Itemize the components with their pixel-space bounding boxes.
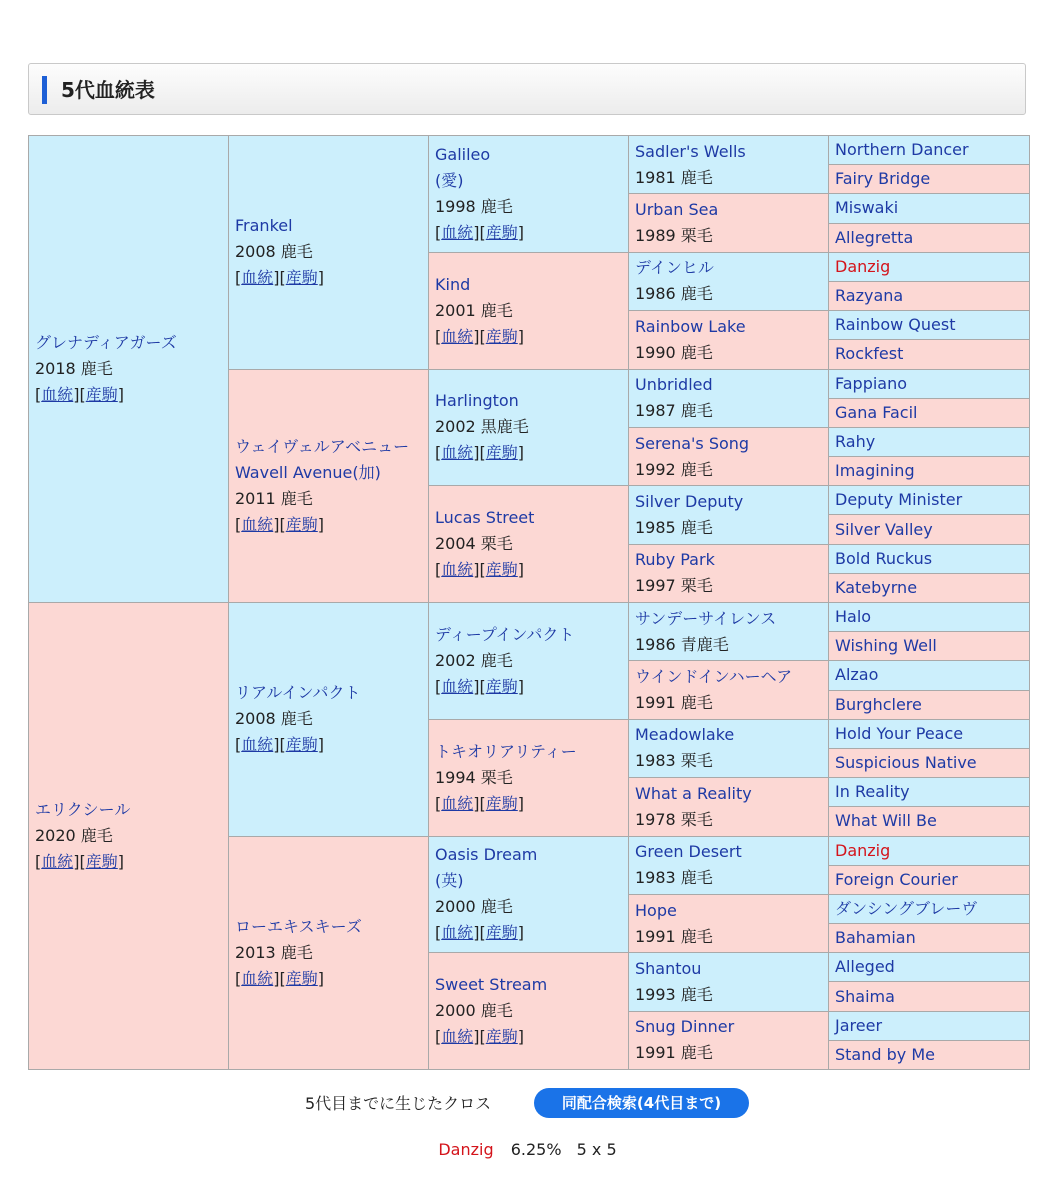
pedigree-link[interactable]: 血統 — [241, 268, 274, 288]
g5-horse-cell — [829, 515, 1030, 544]
horse-name-link[interactable]: Bold Ruckus — [835, 548, 933, 568]
horse-name-link[interactable]: Northern Dancer — [835, 140, 969, 160]
offspring-link[interactable]: 産駒 — [485, 793, 518, 813]
horse-name-link[interactable]: ウェイヴェルアベニュー — [235, 436, 410, 456]
g2-horse-cell — [229, 369, 429, 603]
horse-name-link[interactable]: Imagining — [835, 461, 915, 481]
offspring-link[interactable]: 産駒 — [485, 676, 518, 696]
horse-name-link[interactable]: Jareer — [835, 1015, 883, 1035]
horse-name-link[interactable]: Galileo — [435, 144, 491, 164]
offspring-link[interactable]: 産駒 — [85, 385, 118, 404]
g5-horse-cell — [829, 457, 1030, 486]
horse-name-sub[interactable]: Wavell Avenue(加) — [235, 462, 381, 482]
horse-name-link[interactable]: Bahamian — [835, 928, 916, 948]
horse-info: 2000 鹿毛 — [435, 897, 513, 917]
horse-name-link[interactable]: In Reality — [835, 782, 910, 802]
cross-generations: 5 x 5 — [576, 1140, 617, 1159]
horse-links: [血統][産駒] — [435, 560, 525, 580]
section-header — [28, 63, 1026, 115]
pedigree-link[interactable]: 血統 — [41, 852, 74, 871]
horse-info: 1986 青鹿毛 — [635, 634, 729, 654]
horse-name-link[interactable]: Halo — [835, 607, 872, 627]
horse-info: 1998 鹿毛 — [435, 196, 513, 216]
horse-links: [血統][産駒] — [235, 968, 325, 988]
pedigree-link[interactable]: 血統 — [441, 923, 474, 943]
g5-horse-cell — [829, 573, 1030, 602]
g4-horse-cell — [629, 603, 829, 661]
g5-horse-cell — [829, 252, 1030, 281]
g4-horse-cell — [629, 194, 829, 252]
g5-horse-cell — [829, 281, 1030, 310]
horse-info: 1997 栗毛 — [635, 576, 713, 596]
g5-horse-cell — [829, 369, 1030, 398]
pedigree-link[interactable]: 血統 — [441, 222, 474, 242]
horse-info: 2011 鹿毛 — [235, 488, 313, 508]
horse-name-link[interactable]: Foreign Courier — [835, 869, 958, 889]
horse-links: [血統][産駒] — [435, 793, 525, 813]
horse-name-link[interactable]: Burghclere — [835, 694, 922, 714]
horse-name-link[interactable]: Ruby Park — [635, 550, 715, 570]
g3-horse-cell — [429, 603, 629, 720]
horse-info: 1993 鹿毛 — [635, 984, 713, 1004]
horse-info: 1989 栗毛 — [635, 226, 713, 246]
offspring-link[interactable]: 産駒 — [485, 326, 518, 346]
horse-links: [血統][産駒] — [235, 514, 325, 534]
horse-name-link[interactable]: ウインドインハーヘア — [635, 667, 793, 687]
g5-horse-cell — [829, 603, 1030, 632]
g1-horse-cell — [29, 603, 229, 1070]
horse-info: 1983 鹿毛 — [635, 868, 713, 888]
g4-horse-cell — [629, 1011, 829, 1069]
cross-percent: 6.25% — [510, 1140, 562, 1159]
horse-name-link[interactable]: リアルインパクト — [235, 683, 361, 703]
page-title: 5代血統表 — [61, 78, 155, 102]
pedigree-link[interactable]: 血統 — [441, 676, 474, 696]
g5-horse-cell — [829, 924, 1030, 953]
g5-horse-cell — [829, 398, 1030, 427]
horse-name-link[interactable]: Urban Sea — [635, 200, 719, 220]
g5-horse-cell — [829, 544, 1030, 573]
horse-name-link[interactable]: エリクシール — [35, 800, 131, 819]
g5-horse-cell — [829, 953, 1030, 982]
g2-horse-cell — [229, 603, 429, 837]
horse-name-link[interactable]: Sadler's Wells — [635, 141, 746, 161]
offspring-link[interactable]: 産駒 — [285, 735, 318, 755]
offspring-link[interactable]: 産駒 — [285, 968, 318, 988]
horse-info: 2000 鹿毛 — [435, 1001, 513, 1021]
horse-name-link[interactable]: グレナディアガーズ — [35, 333, 177, 352]
cross-row — [0, 1088, 1055, 1118]
g4-horse-cell — [629, 427, 829, 485]
pedigree-link[interactable]: 血統 — [441, 560, 474, 580]
g3-horse-cell — [429, 719, 629, 836]
horse-links: [血統][産駒] — [435, 222, 525, 242]
offspring-link[interactable]: 産駒 — [485, 560, 518, 580]
g5-horse-cell — [829, 136, 1030, 165]
offspring-link[interactable]: 産駒 — [285, 514, 318, 534]
horse-name-link[interactable]: Serena's Song — [635, 433, 750, 453]
horse-name-link[interactable]: Fappiano — [835, 373, 908, 393]
g5-horse-cell — [829, 194, 1030, 223]
g5-horse-cell — [829, 661, 1030, 690]
horse-info: 1983 栗毛 — [635, 751, 713, 771]
header-accent-bar — [42, 76, 47, 104]
g5-horse-cell — [829, 865, 1030, 894]
g4-horse-cell — [629, 953, 829, 1011]
horse-info: 2004 栗毛 — [435, 534, 513, 554]
horse-name-link[interactable]: Rockfest — [835, 344, 904, 364]
g5-horse-cell — [829, 778, 1030, 807]
horse-name-link[interactable]: Razyana — [835, 286, 904, 306]
horse-name-link[interactable]: Alleged — [835, 957, 895, 977]
g2-horse-cell — [229, 836, 429, 1070]
horse-name-link[interactable]: Shaima — [835, 986, 895, 1006]
pedigree-link[interactable]: 血統 — [241, 735, 274, 755]
horse-info: 1981 鹿毛 — [635, 167, 713, 187]
horse-name-link[interactable]: Unbridled — [635, 375, 713, 395]
pedigree-table — [28, 135, 1030, 1070]
cross-result — [0, 1140, 1055, 1159]
g5-horse-cell — [829, 748, 1030, 777]
horse-name-link[interactable]: Silver Valley — [835, 519, 933, 539]
g4-horse-cell — [629, 836, 829, 894]
g5-horse-cell — [829, 486, 1030, 515]
g3-horse-cell — [429, 252, 629, 369]
g5-horse-cell — [829, 632, 1030, 661]
g3-horse-cell — [429, 136, 629, 253]
pedigree-row — [29, 136, 1030, 165]
pedigree-link[interactable]: 血統 — [441, 793, 474, 813]
pedigree-link[interactable]: 血統 — [441, 443, 474, 463]
horse-name-link[interactable]: Suspicious Native — [835, 753, 977, 773]
horse-name-link[interactable]: Kind — [435, 274, 471, 294]
horse-info: 1987 鹿毛 — [635, 401, 713, 421]
offspring-link[interactable]: 産駒 — [485, 222, 518, 242]
g4-horse-cell — [629, 719, 829, 777]
horse-info: 2001 鹿毛 — [435, 300, 513, 320]
g3-horse-cell — [429, 369, 629, 486]
g4-horse-cell — [629, 544, 829, 602]
horse-name-link[interactable]: What a Reality — [635, 783, 752, 803]
g5-horse-cell — [829, 690, 1030, 719]
g3-horse-cell — [429, 486, 629, 603]
offspring-link[interactable]: 産駒 — [485, 443, 518, 463]
horse-name-link[interactable]: Green Desert — [635, 842, 742, 862]
horse-name-link[interactable]: ディープインパクト — [435, 624, 575, 644]
horse-name-link[interactable]: ダンシングブレーヴ — [835, 898, 978, 918]
g4-horse-cell — [629, 369, 829, 427]
g4-horse-cell — [629, 252, 829, 310]
horse-name-link[interactable]: Gana Facil — [835, 402, 918, 422]
pedigree-link[interactable]: 血統 — [441, 326, 474, 346]
horse-info: 1985 鹿毛 — [635, 517, 713, 537]
cross-label: 5代目までに生じたクロス — [305, 1094, 492, 1113]
horse-name-link[interactable]: Meadowlake — [635, 725, 735, 745]
horse-name-link[interactable]: Harlington — [435, 391, 519, 411]
g5-horse-cell — [829, 807, 1030, 836]
horse-info: 2008 鹿毛 — [235, 242, 313, 262]
g5-horse-cell — [829, 719, 1030, 748]
horse-name-link[interactable]: Hold Your Peace — [835, 723, 964, 743]
horse-name-link[interactable]: Miswaki — [835, 198, 899, 218]
horse-info: 1991 鹿毛 — [635, 1043, 713, 1063]
horse-name-sub[interactable]: (英) — [435, 871, 464, 891]
pedigree-link[interactable]: 血統 — [441, 1027, 474, 1047]
g5-horse-cell — [829, 311, 1030, 340]
horse-name-link[interactable]: ローエキスキーズ — [235, 916, 362, 936]
horse-name-link[interactable]: トキオリアリティー — [435, 741, 577, 761]
horse-info: 2002 鹿毛 — [435, 650, 513, 670]
horse-info: 1994 栗毛 — [435, 767, 513, 787]
horse-links: [血統][産駒] — [435, 1027, 525, 1047]
horse-links: [血統][産駒] — [35, 852, 125, 871]
horse-name-link[interactable]: What Will Be — [835, 811, 937, 831]
g5-horse-cell — [829, 982, 1030, 1011]
g1-horse-cell — [29, 136, 229, 603]
g4-horse-cell — [629, 486, 829, 544]
horse-links: [血統][産駒] — [235, 735, 325, 755]
offspring-link[interactable]: 産駒 — [485, 1027, 518, 1047]
horse-name-link[interactable]: Oasis Dream — [435, 845, 538, 865]
g4-horse-cell — [629, 778, 829, 836]
cross-horse-link[interactable]: Danzig — [438, 1140, 494, 1159]
horse-name-link[interactable]: Rahy — [835, 431, 876, 451]
g4-horse-cell — [629, 661, 829, 719]
g5-horse-cell — [829, 1040, 1030, 1069]
horse-info: 1991 鹿毛 — [635, 926, 713, 946]
g4-horse-cell — [629, 894, 829, 952]
g5-horse-cell — [829, 165, 1030, 194]
horse-name-link[interactable]: Allegretta — [835, 227, 914, 247]
horse-links: [血統][産駒] — [435, 443, 525, 463]
horse-name-link[interactable]: Danzig — [835, 256, 891, 276]
horse-name-link[interactable]: Shantou — [635, 958, 702, 978]
horse-name-link[interactable]: Lucas Street — [435, 508, 535, 528]
horse-name-link[interactable]: Katebyrne — [835, 577, 918, 597]
horse-name-link[interactable]: Silver Deputy — [635, 491, 744, 511]
horse-info: 2020 鹿毛 — [35, 826, 113, 845]
g5-horse-cell — [829, 223, 1030, 252]
g3-horse-cell — [429, 836, 629, 953]
horse-info: 1978 栗毛 — [635, 809, 713, 829]
horse-name-link[interactable]: Deputy Minister — [835, 490, 963, 510]
horse-name-link[interactable]: Wishing Well — [835, 636, 937, 656]
g5-horse-cell — [829, 427, 1030, 456]
horse-links: [血統][産駒] — [235, 268, 325, 288]
horse-info: 1992 鹿毛 — [635, 459, 713, 479]
horse-name-link[interactable]: サンデーサイレンス — [635, 608, 777, 628]
g5-horse-cell — [829, 894, 1030, 923]
same-mating-search-button[interactable]: 同配合検索(4代目まで) — [534, 1088, 749, 1118]
pedigree-link[interactable]: 血統 — [241, 514, 274, 534]
horse-name-link[interactable]: Hope — [635, 900, 677, 920]
offspring-link[interactable]: 産駒 — [85, 852, 118, 871]
horse-name-sub[interactable]: (愛) — [435, 170, 464, 190]
horse-info: 2013 鹿毛 — [235, 942, 313, 962]
horse-links: [血統][産駒] — [435, 676, 525, 696]
horse-info: 1990 鹿毛 — [635, 342, 713, 362]
g5-horse-cell — [829, 1011, 1030, 1040]
offspring-link[interactable]: 産駒 — [485, 923, 518, 943]
horse-name-link[interactable]: Danzig — [835, 840, 891, 860]
horse-name-link[interactable]: デインヒル — [635, 258, 714, 278]
horse-links: [血統][産駒] — [435, 923, 525, 943]
pedigree-row — [29, 603, 1030, 632]
horse-name-link[interactable]: Frankel — [235, 216, 293, 236]
pedigree-link[interactable]: 血統 — [41, 385, 74, 404]
horse-name-link[interactable]: Snug Dinner — [635, 1017, 735, 1037]
horse-name-link[interactable]: Rainbow Quest — [835, 315, 956, 335]
g3-horse-cell — [429, 953, 629, 1070]
g4-horse-cell — [629, 136, 829, 194]
offspring-link[interactable]: 産駒 — [285, 268, 318, 288]
horse-name-link[interactable]: Stand by Me — [835, 1044, 935, 1064]
horse-info: 1986 鹿毛 — [635, 284, 713, 304]
horse-info: 2018 鹿毛 — [35, 359, 113, 378]
horse-info: 2002 黒鹿毛 — [435, 417, 529, 437]
horse-name-link[interactable]: Sweet Stream — [435, 975, 548, 995]
horse-links: [血統][産駒] — [35, 385, 125, 404]
pedigree-link[interactable]: 血統 — [241, 968, 274, 988]
horse-info: 2008 鹿毛 — [235, 709, 313, 729]
g5-horse-cell — [829, 836, 1030, 865]
g2-horse-cell — [229, 136, 429, 370]
horse-name-link[interactable]: Fairy Bridge — [835, 169, 931, 189]
horse-links: [血統][産駒] — [435, 326, 525, 346]
horse-name-link[interactable]: Alzao — [835, 665, 879, 685]
g4-horse-cell — [629, 311, 829, 369]
horse-name-link[interactable]: Rainbow Lake — [635, 316, 746, 336]
g5-horse-cell — [829, 340, 1030, 369]
horse-info: 1991 鹿毛 — [635, 693, 713, 713]
